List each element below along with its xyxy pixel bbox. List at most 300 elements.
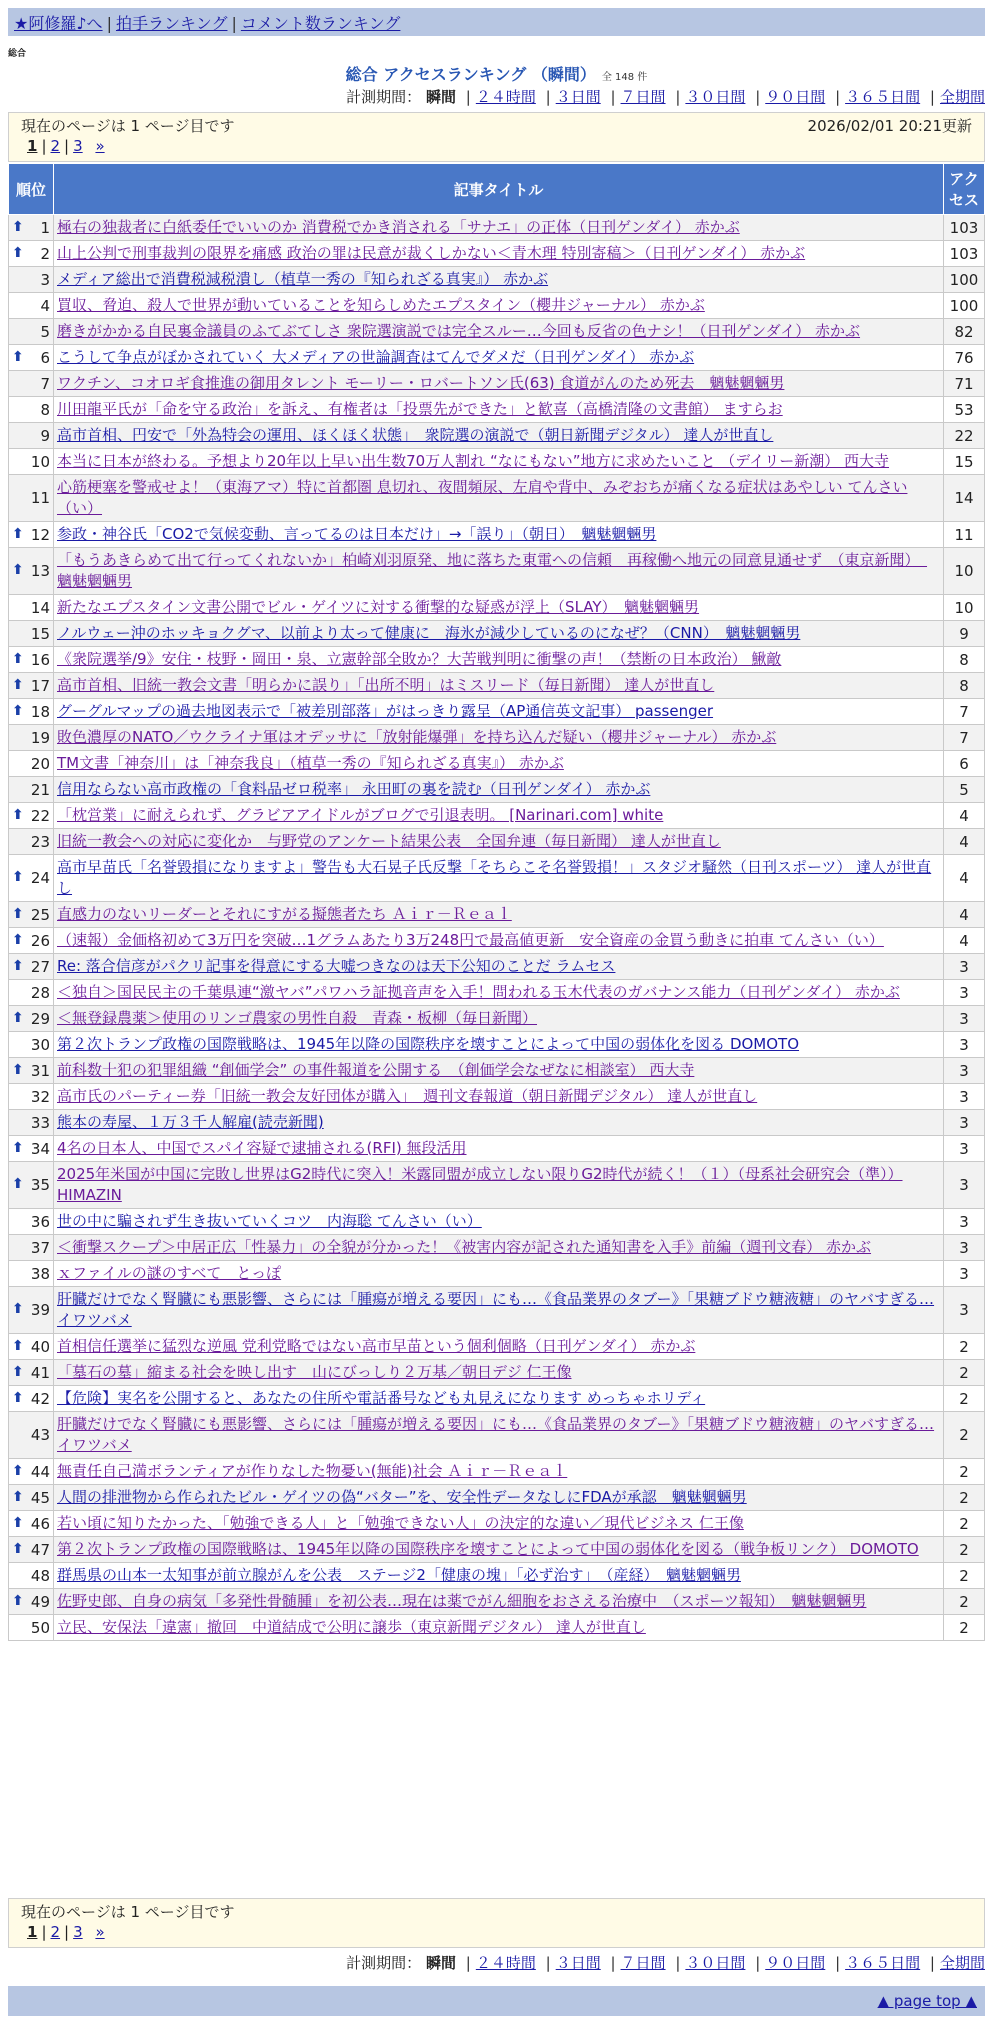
access-count: 4: [944, 902, 985, 928]
article-title-link[interactable]: 心筋梗塞を警戒せよ！（東海アマ）特に首都圏 息切れ、夜間頻尿、左肩や背中、みぞおちが痛くなる症状はあやしい てんさい（い）: [57, 478, 908, 517]
rank-number: 41: [30, 1363, 50, 1382]
rank-cell: [9, 673, 54, 699]
title-cell: [54, 1360, 944, 1386]
title-cell: [54, 902, 944, 928]
up-arrow-icon: ⬆: [12, 869, 24, 885]
rank-number: 20: [30, 754, 50, 773]
up-arrow-icon: ⬆: [12, 1363, 24, 1380]
up-arrow-icon: ⬆: [12, 1009, 24, 1026]
title-cell: [54, 621, 944, 647]
title-cell: [54, 345, 944, 371]
pager: [21, 1923, 972, 1941]
period-24h-link[interactable]: ２４時間: [475, 1954, 536, 1972]
period-selector-top: [346, 86, 985, 107]
access-count: 22: [944, 423, 985, 449]
up-arrow-icon: ⬆: [12, 1139, 24, 1156]
table-row: [9, 647, 985, 673]
title-cell: [54, 751, 944, 777]
rank-number: 13: [30, 562, 50, 580]
article-title-link[interactable]: ＜独自＞国民民主の千葉県連“激ヤバ”パワハラ証拠音声を入手！問われる玉木代表のガバナンス能力（日刊ゲンダイ） 赤かぶ: [57, 983, 900, 1001]
rank-number: 27: [30, 957, 50, 976]
access-count: 2: [944, 1412, 985, 1459]
title-cell: [54, 803, 944, 829]
rank-cell: [9, 1459, 54, 1485]
period-current: 瞬間: [425, 1954, 456, 1972]
period-7d-link[interactable]: ７日間: [620, 1954, 666, 1972]
title-cell: [54, 1032, 944, 1058]
rank-cell: [9, 1360, 54, 1386]
access-count: 3: [944, 1136, 985, 1162]
up-arrow-icon: ⬆: [12, 931, 24, 948]
footer-bar: [8, 1986, 985, 2016]
table-row: [9, 1136, 985, 1162]
rank-number: 47: [30, 1540, 50, 1559]
rank-cell: [9, 928, 54, 954]
rank-number: 44: [30, 1462, 50, 1481]
rank-cell: [9, 902, 54, 928]
article-title-link[interactable]: 【危険】実名を公開すると、あなたの住所や電話番号なども丸見えになります めっちゃホリディ: [57, 1389, 706, 1407]
access-count: 3: [944, 1084, 985, 1110]
table-row: [9, 1459, 985, 1485]
article-title-link[interactable]: 敗色濃厚のNATO／ウクライナ軍はオデッサに「放射能爆弾」を持ち込んだ疑い（櫻井ジャーナル） 赤かぶ: [57, 728, 777, 746]
title-cell: [54, 1058, 944, 1084]
title-cell: [54, 1485, 944, 1511]
pager-separator: [87, 1923, 92, 1941]
article-title-link[interactable]: 「墓石の墓」縮まる社会を映し出す 山にびっしり２万基／朝日デジ 仁王像: [57, 1363, 572, 1381]
title-cell: [54, 1235, 944, 1261]
top-nav-bar: [8, 8, 985, 36]
article-title-link[interactable]: 第２次トランプ政権の国際戦略は、1945年以降の国際秩序を壊すことによって中国の弱体化を図る DOMOTO: [57, 1035, 800, 1053]
rank-cell: [9, 345, 54, 371]
article-title-link[interactable]: （速報）金価格初めて3万円を突破…1グラムあたり3万248円で最高値更新 安全資産の金買う動きに拍車 てんさい（い）: [57, 931, 884, 949]
table-row: [9, 1058, 985, 1084]
period-90d-link[interactable]: ９０日間: [765, 88, 826, 106]
table-row: [9, 1261, 985, 1287]
rank-cell: [9, 1261, 54, 1287]
article-title-link[interactable]: 人間の排泄物から作られたビル・ゲイツの偽“バター”を、安全性データなしにFDAが承認 魑魅魍魎男: [57, 1488, 747, 1506]
article-title-link[interactable]: 川田龍平氏が「命を守る政治」を訴え、有権者は「投票先ができた」と歓喜（高橋清隆の文書館） ますらお: [57, 400, 783, 418]
access-count: 2: [944, 1563, 985, 1589]
table-row: [9, 1589, 985, 1615]
period-separator: |: [545, 88, 551, 106]
up-arrow-icon: ⬆: [12, 218, 24, 235]
article-title-link[interactable]: 第２次トランプ政権の国際戦略は、1945年以降の国際秩序を壊すことによって中国の弱体化を図る（戦争板リンク） DOMOTO: [57, 1540, 919, 1558]
period-3d-link[interactable]: ３日間: [555, 1954, 601, 1972]
up-arrow-icon: ⬆: [12, 244, 24, 261]
title-cell: [54, 1084, 944, 1110]
up-arrow-icon: ⬆: [12, 525, 24, 542]
up-arrow-icon: ⬆: [12, 1462, 24, 1479]
access-count: 3: [944, 1032, 985, 1058]
rank-cell: [9, 1412, 54, 1459]
title-cell: [54, 1162, 944, 1209]
article-title-link[interactable]: 立民、安保法「違憲」撤回 中道結成で公明に譲歩（東京新聞デジタル） 達人が世直し: [57, 1618, 646, 1636]
article-title-link[interactable]: 新たなエプスタイン文書公開でビル・ゲイツに対する衝撃的な疑惑が浮上（SLAY） 魑魅魍魎男: [57, 598, 700, 616]
article-title-link[interactable]: 高市早苗氏「名誉毀損になりますよ」警告も大石晃子氏反撃「そちらこそ名誉毀損！」スタジオ騒然（日刊スポーツ） 達人が世直し: [57, 858, 932, 897]
up-arrow-icon: ⬆: [12, 806, 24, 823]
table-row: [9, 725, 985, 751]
access-count: 2: [944, 1511, 985, 1537]
table-row: [9, 1386, 985, 1412]
access-count: 3: [944, 1006, 985, 1032]
period-separator: |: [929, 88, 935, 106]
period-90d-link[interactable]: ９０日間: [765, 1954, 826, 1972]
period-selector-bottom: [346, 1952, 985, 1973]
access-count: 3: [944, 1058, 985, 1084]
rank-cell: [9, 1386, 54, 1412]
access-count: 3: [944, 1261, 985, 1287]
access-count: 2: [944, 1334, 985, 1360]
table-row: [9, 751, 985, 777]
period-current: 瞬間: [425, 88, 456, 106]
rank-number: 24: [30, 869, 50, 887]
article-title-link[interactable]: グーグルマップの過去地図表示で「被差別部落」がはっきり露呈（AP通信英文記事） passenger: [57, 702, 714, 720]
rank-cell: [9, 522, 54, 548]
access-count: 103: [944, 241, 985, 267]
period-separator: |: [835, 88, 841, 106]
table-row: [9, 1209, 985, 1235]
rank-cell: [9, 1615, 54, 1641]
title-cell: [54, 595, 944, 621]
rank-number: 39: [30, 1301, 50, 1319]
period-separator: |: [675, 88, 681, 106]
article-title-link[interactable]: Re: 落合信彦がパクリ記事を得意にする大嘘つきなのは天下公知のことだ ラムセス: [57, 957, 616, 975]
article-title-link[interactable]: 世の中に騙されず生き抜いていくコツ 内海聡 てんさい（い）: [57, 1212, 482, 1230]
access-header: アクセス: [944, 164, 985, 215]
article-title-link[interactable]: 無責任自己満ボランティアが作りなした物憂い(無能)社会 Ａｉｒ－Ｒｅａｌ: [57, 1462, 568, 1480]
access-count: 7: [944, 699, 985, 725]
table-row: [9, 902, 985, 928]
up-arrow-icon: ⬆: [12, 562, 24, 578]
title-cell: [54, 319, 944, 345]
clap-ranking-link[interactable]: 拍手ランキング: [115, 14, 228, 33]
rank-number: 29: [30, 1009, 50, 1028]
article-title-link[interactable]: TM文書「神奈川」は「神奈我良」（植草一秀の『知られざる真実』） 赤かぶ: [57, 754, 564, 772]
asyura-home-link[interactable]: ★阿修羅♪へ: [14, 14, 103, 33]
rank-cell: [9, 1209, 54, 1235]
rank-cell: [9, 1511, 54, 1537]
rank-number: 15: [30, 624, 50, 643]
rank-number: 32: [30, 1087, 50, 1106]
period-365d-link[interactable]: ３６５日間: [845, 1954, 921, 1972]
up-arrow-icon: ⬆: [12, 702, 24, 719]
rank-number: 11: [30, 489, 50, 507]
article-title-link[interactable]: 参政・神谷氏「CO2で気候変動、言ってるのは日本だけ」→「誤り」（朝日） 魑魅魍魎男: [57, 525, 657, 543]
table-row: [9, 829, 985, 855]
rank-number: 26: [30, 931, 50, 950]
article-title-link[interactable]: ＜衝撃スクープ＞中居正広「性暴力」の全貌が分かった！《被害内容が記された通知書を入手》前編（週刊文春） 赤かぶ: [57, 1238, 872, 1256]
table-row: [9, 423, 985, 449]
title-cell: [54, 215, 944, 241]
table-row: [9, 595, 985, 621]
article-title-link[interactable]: 「枕営業」に耐えられず、グラビアアイドルがブログで引退表明。 [Narinari.com] white: [57, 806, 664, 824]
title-cell: [54, 1589, 944, 1615]
rank-number: 4: [40, 296, 50, 315]
table-row: [9, 1006, 985, 1032]
access-count: 9: [944, 621, 985, 647]
access-count: 2: [944, 1537, 985, 1563]
up-arrow-icon: ⬆: [12, 1592, 24, 1609]
table-row: [9, 1360, 985, 1386]
table-row: [9, 267, 985, 293]
title-cell: [54, 1209, 944, 1235]
title-cell: [54, 980, 944, 1006]
rank-number: 2: [40, 244, 50, 263]
access-count: 3: [944, 1209, 985, 1235]
access-count: 8: [944, 673, 985, 699]
period-label: 計測期間：: [346, 88, 422, 106]
article-title-link[interactable]: メディア総出で消費税減税潰し（植草一秀の『知られざる真実』） 赤かぶ: [57, 270, 549, 288]
up-arrow-icon: ⬆: [12, 957, 24, 974]
table-row: [9, 548, 985, 595]
rank-cell: [9, 1334, 54, 1360]
up-arrow-icon: ⬆: [12, 905, 24, 922]
article-title-link[interactable]: ノルウェー沖のホッキョクグマ、以前より太って健康に 海氷が減少しているのになぜ？（CNN） 魑魅魍魎男: [57, 624, 801, 642]
period-3d-link[interactable]: ３日間: [555, 88, 601, 106]
rank-number: 50: [30, 1618, 50, 1637]
article-title-link[interactable]: 磨きがかかる自民裏金議員のふてぶてしさ 衆院選演説では完全スルー…今回も反省の色ナシ！（日刊ゲンダイ） 赤かぶ: [57, 322, 861, 340]
rank-number: 14: [30, 598, 50, 617]
access-count: 7: [944, 725, 985, 751]
access-count: 4: [944, 855, 985, 902]
article-title-link[interactable]: ｘファイルの謎のすべて とっぽ: [57, 1264, 282, 1282]
title-cell: [54, 522, 944, 548]
rank-header: 順位: [9, 164, 54, 215]
table-row: [9, 621, 985, 647]
rank-cell: [9, 1287, 54, 1334]
table-row: [9, 1511, 985, 1537]
table-row: [9, 803, 985, 829]
rank-cell: [9, 423, 54, 449]
access-count: 11: [944, 522, 985, 548]
table-row: [9, 980, 985, 1006]
page-2-link[interactable]: 2: [50, 1923, 61, 1941]
current-page: 1: [27, 137, 38, 155]
period-24h-link[interactable]: ２４時間: [475, 88, 536, 106]
title-cell: [54, 475, 944, 522]
rank-number: 30: [30, 1035, 50, 1054]
table-row: [9, 1162, 985, 1209]
pagination-box-top: [8, 112, 985, 162]
page-top-link[interactable]: ▲ page top ▲: [877, 1992, 977, 2010]
table-row: [9, 954, 985, 980]
article-title-link[interactable]: 高市首相、旧統一教会文書「明らかに誤り」「出所不明」はミスリード（毎日新聞） 達人が世直し: [57, 676, 715, 694]
period-all-link[interactable]: 全期間: [939, 1954, 985, 1972]
period-all-link[interactable]: 全期間: [939, 88, 985, 106]
table-row: [9, 1287, 985, 1334]
rank-cell: [9, 595, 54, 621]
access-count: 3: [944, 954, 985, 980]
up-arrow-icon: ⬆: [12, 1488, 24, 1505]
ranking-body: [9, 215, 985, 1641]
rank-number: 36: [30, 1212, 50, 1231]
article-title-link[interactable]: 買収、脅迫、殺人で世界が動いていることを知らしめたエプスタイン（櫻井ジャーナル） 赤かぶ: [57, 296, 705, 314]
page-title: [0, 62, 993, 85]
title-header: 記事タイトル: [54, 164, 944, 215]
table-row: [9, 1110, 985, 1136]
title-cell: [54, 954, 944, 980]
page-3-link[interactable]: 3: [73, 137, 83, 155]
article-title-link[interactable]: 本当に日本が終わる。予想より20年以上早い出生数70万人割れ “なにもない”地方に求めたいこと （デイリー新潮） 西大寺: [57, 452, 889, 470]
title-cell: [54, 699, 944, 725]
access-count: 3: [944, 980, 985, 1006]
table-row: [9, 1537, 985, 1563]
title-cell: [54, 267, 944, 293]
table-row: [9, 699, 985, 725]
access-count: 100: [944, 293, 985, 319]
rank-cell: [9, 980, 54, 1006]
rank-cell: [9, 1136, 54, 1162]
rank-number: 38: [30, 1264, 50, 1283]
rank-number: 8: [40, 400, 50, 419]
rank-cell: [9, 855, 54, 902]
pager-separator: |: [41, 1923, 47, 1941]
period-7d-link[interactable]: ７日間: [620, 88, 666, 106]
title-cell: [54, 1563, 944, 1589]
rank-number: 16: [30, 650, 50, 669]
period-30d-link[interactable]: ３０日間: [685, 88, 746, 106]
rank-cell: [9, 215, 54, 241]
title-cell: [54, 1615, 944, 1641]
article-title-link[interactable]: 熊本の寿屋、１万３千人解雇(読売新聞): [57, 1113, 324, 1131]
period-30d-link[interactable]: ３０日間: [685, 1954, 746, 1972]
rank-number: 6: [40, 348, 50, 367]
rank-number: 45: [30, 1488, 50, 1507]
article-title-link[interactable]: 山上公判で刑事裁判の限界を痛感 政治の罪は民意が裁くしかない＜青木理 特別寄稿＞（日刊ゲンダイ） 赤かぶ: [57, 244, 806, 262]
article-title-link[interactable]: 首相信任選挙に猛烈な逆風 党利党略ではない高市早苗という個利個略（日刊ゲンダイ） 赤かぶ: [57, 1337, 696, 1355]
table-row: [9, 449, 985, 475]
title-cell: [54, 1287, 944, 1334]
pager-separator: [87, 137, 92, 155]
table-row: [9, 345, 985, 371]
article-title-link[interactable]: 直感力のないリーダーとそれにすがる擬態者たち Ａｉｒ－Ｒｅａｌ: [57, 905, 512, 923]
table-row: [9, 475, 985, 522]
access-count: 3: [944, 1162, 985, 1209]
article-title-link[interactable]: 佐野史郎、自身の病気「多発性骨髄腫」を初公表…現在は薬でがん細胞をおさえる治療中 （スポーツ報知） 魑魅魍魎男: [57, 1592, 867, 1610]
rank-cell: [9, 1589, 54, 1615]
rank-cell: [9, 397, 54, 423]
access-count: 10: [944, 548, 985, 595]
rank-cell: [9, 1235, 54, 1261]
article-title-link[interactable]: 前科数十犯の犯罪組織 “創価学会” の事件報道を公開する （創価学会なぜなに相談室） 西大寺: [57, 1061, 695, 1079]
table-row: [9, 241, 985, 267]
title-cell: [54, 1537, 944, 1563]
rank-cell: [9, 803, 54, 829]
page-2-link[interactable]: 2: [50, 137, 61, 155]
article-title-link[interactable]: 2025年米国が中国に完敗し世界はG2時代に突入！米露同盟が成立しない限りG2時代が続く！（１）（母系社会研究会（準）） HIMAZIN: [57, 1165, 903, 1204]
access-count: 10: [944, 595, 985, 621]
rank-cell: [9, 1084, 54, 1110]
period-365d-link[interactable]: ３６５日間: [845, 88, 921, 106]
rank-number: 49: [30, 1592, 50, 1611]
access-count: 53: [944, 397, 985, 423]
rank-cell: [9, 1032, 54, 1058]
title-cell: [54, 449, 944, 475]
article-title-link[interactable]: 肝臓だけでなく腎臓にも悪影響、さらには「腫瘍が増える要因」にも…《食品業界のタブー》「果糖ブドウ糖液糖」のヤバすぎる… イワツバメ: [57, 1415, 935, 1454]
access-count: 3: [944, 1235, 985, 1261]
rank-number: 35: [30, 1176, 50, 1194]
article-title-link[interactable]: 肝臓だけでなく腎臓にも悪影響、さらには「腫瘍が増える要因」にも…《食品業界のタブー》「果糖ブドウ糖液糖」のヤバすぎる… イワツバメ: [57, 1290, 935, 1329]
up-arrow-icon: ⬆: [12, 1061, 24, 1078]
article-title-link[interactable]: こうして争点がぼかされていく 大メディアの世論調査はてんでダメだ（日刊ゲンダイ） 赤かぶ: [57, 348, 695, 366]
rank-cell: [9, 1058, 54, 1084]
rank-number: 37: [30, 1238, 50, 1257]
rank-number: 25: [30, 905, 50, 924]
article-title-link[interactable]: 信用ならない高市政権の「食料品ゼロ税率」 永田町の裏を読む（日刊ゲンダイ） 赤かぶ: [57, 780, 651, 798]
rank-cell: [9, 621, 54, 647]
rank-cell: [9, 475, 54, 522]
access-count: 103: [944, 215, 985, 241]
pager-separator: |: [41, 137, 47, 155]
title-cell: [54, 1006, 944, 1032]
access-count: 82: [944, 319, 985, 345]
access-count: 3: [944, 1287, 985, 1334]
rank-number: 33: [30, 1113, 50, 1132]
total-count: 全 148 件: [601, 72, 648, 83]
comment-ranking-link[interactable]: コメント数ランキング: [240, 14, 401, 33]
rank-number: 31: [30, 1061, 50, 1080]
table-row: [9, 1334, 985, 1360]
rank-number: 17: [30, 676, 50, 695]
article-title-link[interactable]: 群馬県の山本一太知事が前立腺がんを公表 ステージ2「健康の塊」「必ず治す」 （産経） 魑魅魍魎男: [57, 1566, 741, 1584]
article-title-link[interactable]: 極右の独裁者に白紙委任でいいのか 消費税でかき消される「サナエ」の正体（日刊ゲンダイ） 赤かぶ: [57, 218, 740, 236]
page-3-link[interactable]: 3: [73, 1923, 83, 1941]
table-row: [9, 215, 985, 241]
article-title-link[interactable]: 旧統一教会への対応に変化か 与野党のアンケート結果公表 全国弁連（毎日新聞） 達人が世直し: [57, 832, 721, 850]
pager-separator: |: [64, 1923, 70, 1941]
title-cell: [54, 1136, 944, 1162]
rank-number: 46: [30, 1514, 50, 1533]
up-arrow-icon: ⬆: [12, 676, 24, 693]
article-title-link[interactable]: 「もうあきらめて出て行ってくれないか」柏崎刈羽原発、地に落ちた東電への信頼 再稼働へ地元の同意見通せず （東京新聞） 魑魅魍魎男: [57, 551, 928, 590]
rank-cell: [9, 1485, 54, 1511]
rank-number: 5: [40, 322, 50, 341]
article-title-link[interactable]: 4名の日本人、中国でスパイ容疑で逮捕される(RFI) 無段活用: [57, 1139, 467, 1157]
updated-time: 2026/02/01 20:21更新: [807, 117, 972, 135]
access-count: 2: [944, 1615, 985, 1641]
article-title-link[interactable]: ワクチン、コオロギ食推進の御用タレント モーリー・ロバートソン氏(63) 食道がんのため死去 魑魅魍魎男: [57, 374, 785, 392]
title-cell: [54, 777, 944, 803]
period-separator: |: [835, 1954, 841, 1972]
title-cell: [54, 423, 944, 449]
next-page-link[interactable]: »: [95, 137, 105, 155]
rank-cell: [9, 371, 54, 397]
article-title-link[interactable]: 高市氏のパーティー券「旧統一教会友好団体が購入」 週刊文春報道（朝日新聞デジタル） 達人が世直し: [57, 1087, 758, 1105]
title-cell: [54, 647, 944, 673]
article-title-link[interactable]: 若い頃に知りたかった、「勉強できる人」と「勉強できない人」の決定的な違い／現代ビジネス 仁王像: [57, 1514, 744, 1532]
period-separator: |: [929, 1954, 935, 1972]
article-title-link[interactable]: ＜無登録農薬＞使用のリンゴ農家の男性自殺 青森・板柳（毎日新聞）: [57, 1009, 538, 1027]
period-separator: |: [755, 88, 761, 106]
next-page-link[interactable]: »: [95, 1923, 105, 1941]
article-title-link[interactable]: 高市首相、円安で「外為特会の運用、ほくほく状態」 衆院選の演説で（朝日新聞デジタル） 達人が世直し: [57, 426, 774, 444]
article-title-link[interactable]: 《衆院選挙/9》安住・枝野・岡田・泉、立憲幹部全敗か？大苦戦判明に衝撃の声！（禁断の日本政治） 鰍敵: [57, 650, 782, 668]
table-header-row: [9, 164, 985, 215]
ranking-table: [8, 163, 985, 1641]
access-count: 15: [944, 449, 985, 475]
rank-cell: [9, 1563, 54, 1589]
rank-number: 18: [30, 702, 50, 721]
access-count: 8: [944, 647, 985, 673]
title-cell: [54, 371, 944, 397]
access-count: 71: [944, 371, 985, 397]
rank-cell: [9, 1110, 54, 1136]
rank-number: 21: [30, 780, 50, 799]
rank-number: 7: [40, 374, 50, 393]
title-cell: [54, 829, 944, 855]
rank-number: 1: [40, 218, 50, 237]
page-status: 現在のページは 1 ページ目です: [21, 1903, 235, 1921]
